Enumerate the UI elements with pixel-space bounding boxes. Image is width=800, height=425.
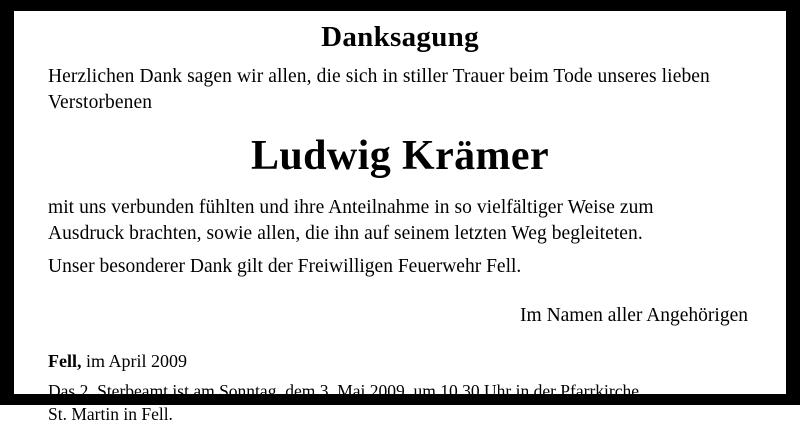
intro-paragraph: Herzlichen Dank sagen wir allen, die sich in stiller Trauer beim Tode unseres lieben Verstorbenen: [48, 66, 710, 113]
deceased-name: Ludwig Krämer: [250, 133, 549, 180]
place-label: Fell,: [48, 350, 82, 371]
date-label: im April 2009: [86, 350, 188, 371]
notice-title: Danksagung: [321, 21, 479, 53]
body-paragraph: [48, 195, 754, 247]
service-info: [48, 380, 754, 425]
body-line-2: Ausdruck brachten, sowie allen, die ihn auf seinem letzten Weg begleiteten.: [48, 223, 643, 245]
body-line-1: mit uns verbunden fühlten und ihre Anteilnahme in so vielfältiger Weise zum: [48, 197, 654, 219]
service-line-2: St. Martin in Fell.: [48, 403, 173, 424]
place-date-line: [48, 350, 754, 373]
on-behalf-line: Im Namen aller Angehörigen: [520, 304, 748, 326]
special-thanks-line: Unser besonderer Dank gilt der Freiwilligen Feuerwehr Fell.: [48, 256, 522, 278]
service-line-1: Das 2. Sterbeamt ist am Sonntag, dem 3. Mai 2009, um 10.30 Uhr in der Pfarrkirche: [48, 381, 640, 402]
